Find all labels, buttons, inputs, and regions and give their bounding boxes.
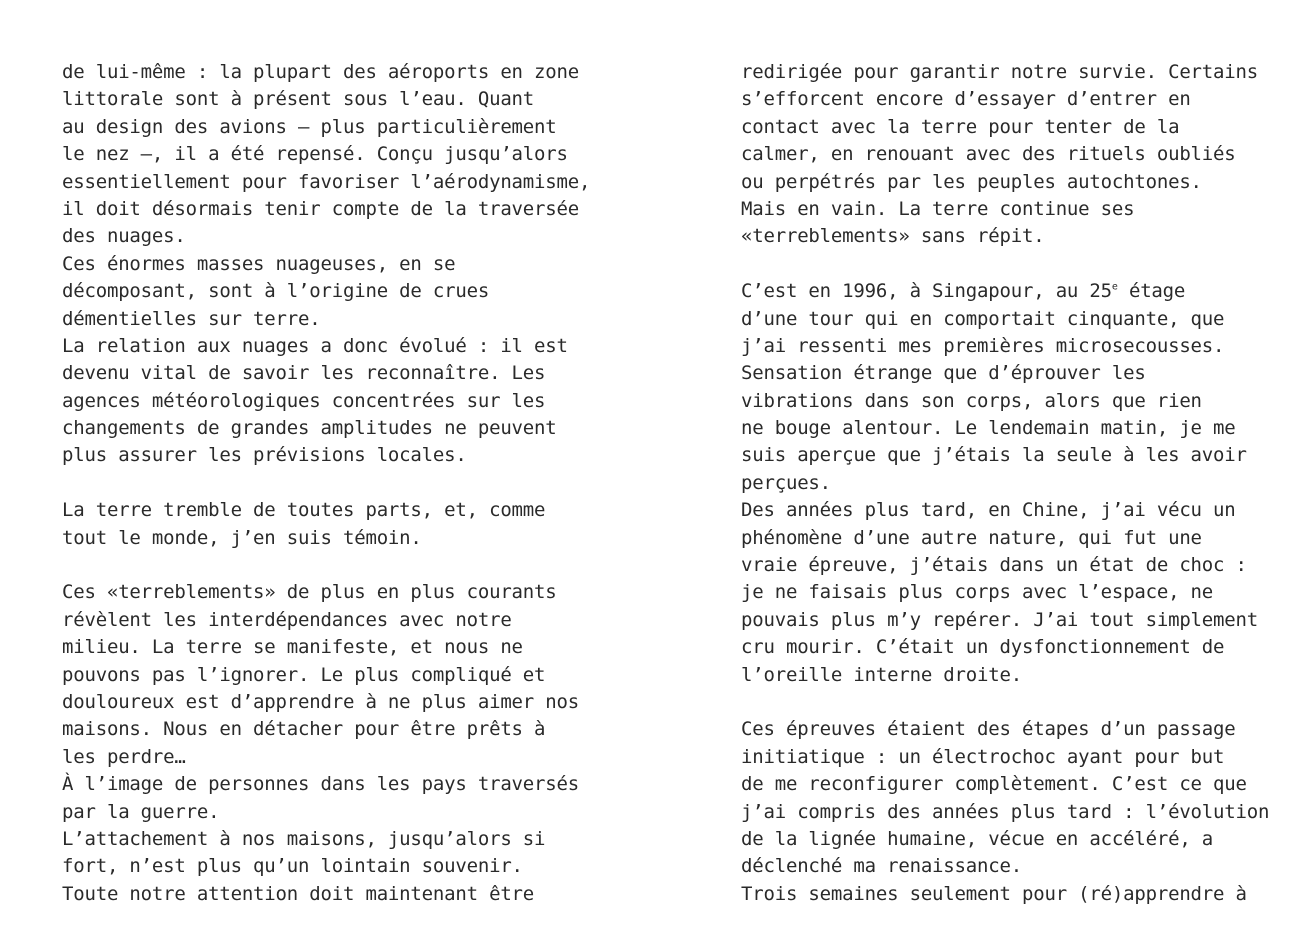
- text-line: d’une tour qui en comportait cinquante, que: [741, 307, 1225, 330]
- text-line: j’ai ressenti mes premières microsecousses.: [741, 334, 1225, 357]
- text-line: des nuages.: [62, 225, 186, 248]
- text-line: [741, 689, 1269, 716]
- text-line: changements de grandes amplitudes ne peuvent: [62, 417, 557, 440]
- text-line: je ne faisais plus corps avec l’espace, ne: [741, 581, 1214, 604]
- text-line: Mais en vain. La terre continue ses: [741, 197, 1135, 220]
- text-line: Trois semaines seulement pour (ré)apprendre à: [741, 882, 1247, 905]
- text-line: Des années plus tard, en Chine, j’ai vécu un: [741, 499, 1236, 522]
- text-line: littorale sont à présent sous l’eau. Quant: [62, 88, 535, 111]
- text-line: «terreblements» sans répit.: [741, 225, 1045, 248]
- text-line: milieu. La terre se manifeste, et nous ne: [62, 636, 523, 659]
- left-page: [62, 59, 590, 908]
- text-line: l’oreille interne droite.: [741, 663, 1022, 686]
- text-line: ne bouge alentour. Le lendemain matin, je me: [741, 417, 1236, 440]
- text-line: redirigée pour garantir notre survie. Certains: [741, 61, 1258, 83]
- text-line: Ces énormes masses nuageuses, en se: [62, 252, 456, 275]
- text-line: L’attachement à nos maisons, jusqu’alors si: [62, 827, 546, 850]
- text-line: À l’image de personnes dans les pays traversés: [62, 773, 579, 796]
- text-line: suis aperçue que j’étais la seule à les avoir: [741, 444, 1247, 467]
- text-line: essentiellement pour favoriser l’aérodynamisme,: [62, 170, 591, 193]
- text-line: le nez –, il a été repensé. Conçu jusqu’alors: [62, 143, 568, 166]
- text-line: cru mourir. C’était un dysfonctionnement de: [741, 636, 1225, 659]
- text-line: les perdre…: [62, 745, 186, 768]
- text-line: maisons. Nous en détacher pour être prêts à: [62, 718, 546, 741]
- text-line: calmer, en renouant avec des rituels oubliés: [741, 143, 1236, 166]
- text-line: s’efforcent encore d’essayer d’entrer en: [741, 88, 1191, 111]
- text-line: j’ai compris des années plus tard : l’évolution: [741, 800, 1270, 823]
- text-line: de me reconfigurer complètement. C’est ce que: [741, 773, 1247, 796]
- text-line: décomposant, sont à l’origine de crues: [62, 280, 490, 303]
- text-line: il doit désormais tenir compte de la traversée: [62, 197, 579, 220]
- text-line: de lui-même : la plupart des aéroports en zone: [62, 61, 579, 83]
- text-line-singapore: [741, 278, 1269, 305]
- text-line: douloureux est d’apprendre à ne plus aimer nos: [62, 690, 579, 713]
- text-line: [62, 470, 590, 497]
- text-line: La terre tremble de toutes parts, et, comme: [62, 499, 546, 522]
- text-line: fort, n’est plus qu’un lointain souvenir.: [62, 855, 523, 878]
- text-line: devenu vital de savoir les reconnaître. Les: [62, 362, 546, 385]
- text-fragment: C’est en 1996, à Singapour, au 25: [741, 280, 1112, 303]
- text-line: au design des avions – plus particulièrement: [62, 115, 557, 138]
- text-line: pouvais plus m’y repérer. J’ai tout simplement: [741, 608, 1258, 631]
- text-line: [62, 552, 590, 579]
- text-line: Ces «terreblements» de plus en plus courants: [62, 581, 557, 604]
- text-line: initiatique : un électrochoc ayant pour but: [741, 745, 1225, 768]
- text-line: déclenché ma renaissance.: [741, 855, 1022, 878]
- text-line: Toute notre attention doit maintenant être: [62, 882, 535, 905]
- text-line: ou perpétrés par les peuples autochtones.: [741, 170, 1202, 193]
- text-line: tout le monde, j’en suis témoin.: [62, 526, 422, 549]
- text-line: par la guerre.: [62, 800, 220, 823]
- text-line: démentielles sur terre.: [62, 307, 321, 330]
- text-fragment: étage: [1117, 280, 1186, 303]
- ordinal-superscript: e: [1111, 281, 1118, 293]
- text-line: [741, 251, 1269, 278]
- text-line: Sensation étrange que d’éprouver les: [741, 362, 1146, 385]
- text-line: Ces épreuves étaient des étapes d’un passage: [741, 718, 1236, 741]
- text-line: révèlent les interdépendances avec notre: [62, 608, 512, 631]
- text-line: agences météorologiques concentrées sur les: [62, 389, 546, 412]
- text-line: pouvons pas l’ignorer. Le plus compliqué et: [62, 663, 546, 686]
- text-line: phénomène d’une autre nature, qui fut une: [741, 526, 1202, 549]
- text-line: contact avec la terre pour tenter de la: [741, 115, 1180, 138]
- text-line: vibrations dans son corps, alors que rien: [741, 389, 1202, 412]
- text-line: de la lignée humaine, vécue en accéléré, a: [741, 827, 1214, 850]
- text-line: perçues.: [741, 471, 831, 494]
- text-line: La relation aux nuages a donc évolué : il est: [62, 334, 568, 357]
- right-page: [741, 59, 1269, 908]
- text-line: vraie épreuve, j’étais dans un état de choc :: [741, 554, 1247, 577]
- text-line: plus assurer les prévisions locales.: [62, 444, 467, 467]
